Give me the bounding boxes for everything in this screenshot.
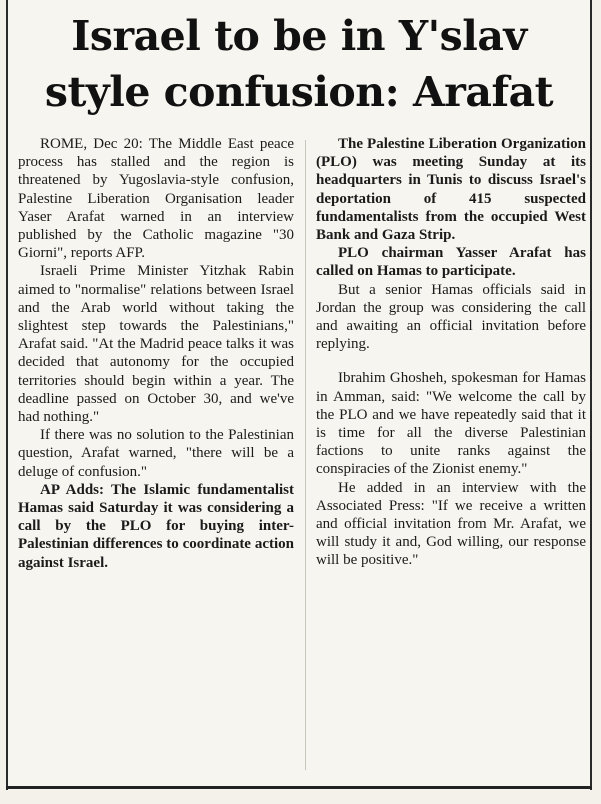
paragraph-ap-adds: AP Adds: The Islamic fundamentalist Hamas said Saturday it was considering a call by the PLO for buying inter-Palestinian differences to coordinate action against Israel. <box>18 481 294 571</box>
paragraph-dateline: ROME, Dec 20: The Middle East peace process has stalled and the region is threatened by Yugoslavia-style confusion, Palestine Liberation Organisation leader Yaser Arafat warned in an interview published by the Catholic magazine "30 Giorni", reports AFP. <box>18 136 294 262</box>
paragraph-plo-meeting: The Palestine Liberation Organization (PLO) was meeting Sunday at its headquarters in Tunis to discuss Israel's deportation of 415 suspected fundamentalists from the occupied West Bank and Gaza Strip. <box>316 136 586 244</box>
article-column-right <box>316 135 586 570</box>
column-divider <box>305 140 306 770</box>
headline <box>8 8 590 120</box>
paragraph-palestinian-question: If there was no solution to the Palestinian question, Arafat warned, "there will be a deluge of confusion." <box>18 427 294 480</box>
bottom-rule <box>6 786 592 789</box>
paragraph-ghosheh: Ibrahim Ghosheh, spokesman for Hamas in Amman, said: "We welcome the call by the PLO and we have repeatedly said that it is time for all the diverse Palestinian factions to unite ranks against the conspiracies of the Zionist enemy." <box>316 370 586 478</box>
article-column-left <box>18 135 294 572</box>
paragraph-hamas-officials: But a senior Hamas officials said in Jordan the group was considering the call and awaiting an official invitation before replying. <box>316 281 586 353</box>
paragraph-rabin: Israeli Prime Minister Yitzhak Rabin aimed to "normalise" relations between Israel and the Arab world without taking the slightest step towards the Palestinians," Arafat said. "At the Madrid peace talks it was decided that autonomy for the occupied territories should begin within a year. The deadline passed on October 30, and we've had nothing." <box>18 263 294 426</box>
headline-line-2: style confusion: Arafat <box>44 68 554 116</box>
newspaper-clipping <box>6 0 592 790</box>
paragraph-arafat-call: PLO chairman Yasser Arafat has called on Hamas to participate. <box>316 245 586 280</box>
headline-line-1: Israel to be in Y'slav <box>71 12 527 60</box>
paragraph-ap-interview: He added in an interview with the Associated Press: "If we receive a written and official invitation from Mr. Arafat, we will study it and, God willing, our response will be positive." <box>316 479 586 569</box>
